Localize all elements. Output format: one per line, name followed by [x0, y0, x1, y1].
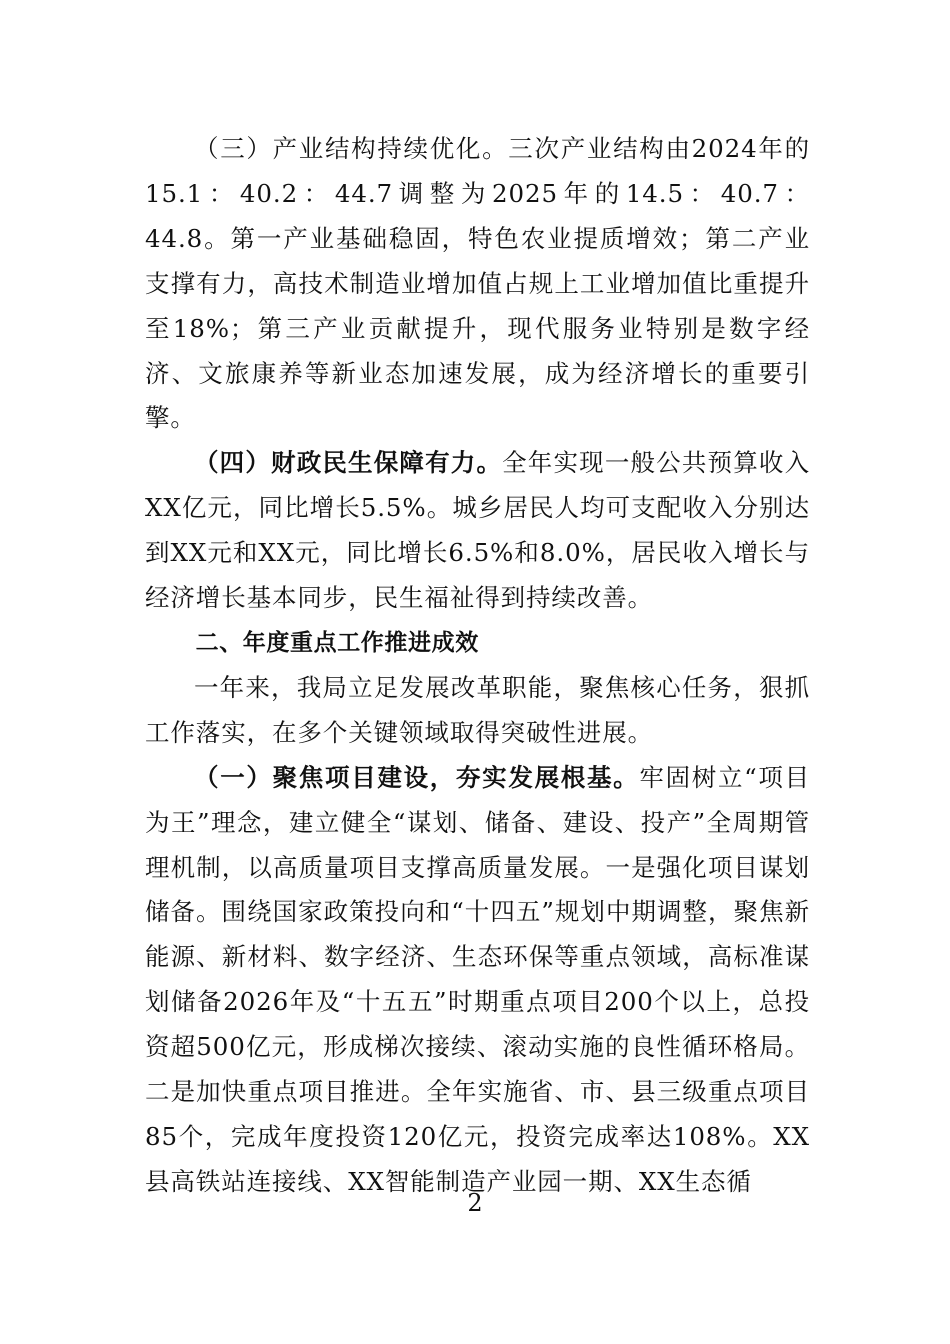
paragraph-project-construction	[145, 756, 810, 1205]
paragraph-text: 牢固树立“项目为王”理念，建立健全“谋划、储备、建设、投产”全周期管理机制，以高质量项目支撑高质量发展。一是强化项目谋划储备。围绕国家政策投向和“十四五”规划中期调整，聚焦新能源、新材料、数字经济、生态环保等重点领域，高标准谋划储备2026年及“十五五”时期重点项目200个以上，总投资超500亿元，形成梯次接续、滚动实施的良性循环格局。二是加快重点项目推进。全年实施省、市、县三级重点项目85个，完成年度投资120亿元，投资完成率达108%。XX县高铁站连接线、XX智能制造产业园一期、XX生态循	[145, 762, 810, 1196]
paragraph-text: （三）产业结构持续优化。三次产业结构由2024年的15.1：40.2：44.7调整为2025年的14.5：40.7：44.8。第一产业基础稳固，特色农业提质增效；第二产业支撑有力，高技术制造业增加值占规上工业增加值比重提升至18%；第三产业贡献提升，现代服务业特别是数字经济、文旅康养等新业态加速发展，成为经济增长的重要引擎。	[145, 134, 810, 433]
document-body	[145, 127, 810, 1205]
paragraph-industrial-structure	[145, 127, 810, 441]
paragraph-lead: （一）聚焦项目建设，夯实发展根基。	[194, 762, 640, 792]
paragraph-fiscal-livelihood	[145, 441, 810, 621]
page-number: 2	[467, 1189, 483, 1217]
paragraph-intro	[145, 666, 810, 756]
paragraph-text: 一年来，我局立足发展改革职能，聚焦核心任务，狠抓工作落实，在多个关键领域取得突破性进展。	[145, 672, 810, 747]
paragraph-text: 全年实现一般公共预算收入XX亿元，同比增长5.5%。城乡居民人均可支配收入分别达到XX元和XX元，同比增长6.5%和8.0%，居民收入增长与经济增长基本同步，民生福祉得到持续改善。	[145, 448, 810, 613]
section-heading: 二、年度重点工作推进成效	[195, 629, 479, 656]
paragraph-lead: （四）财政民生保障有力。	[194, 448, 503, 478]
